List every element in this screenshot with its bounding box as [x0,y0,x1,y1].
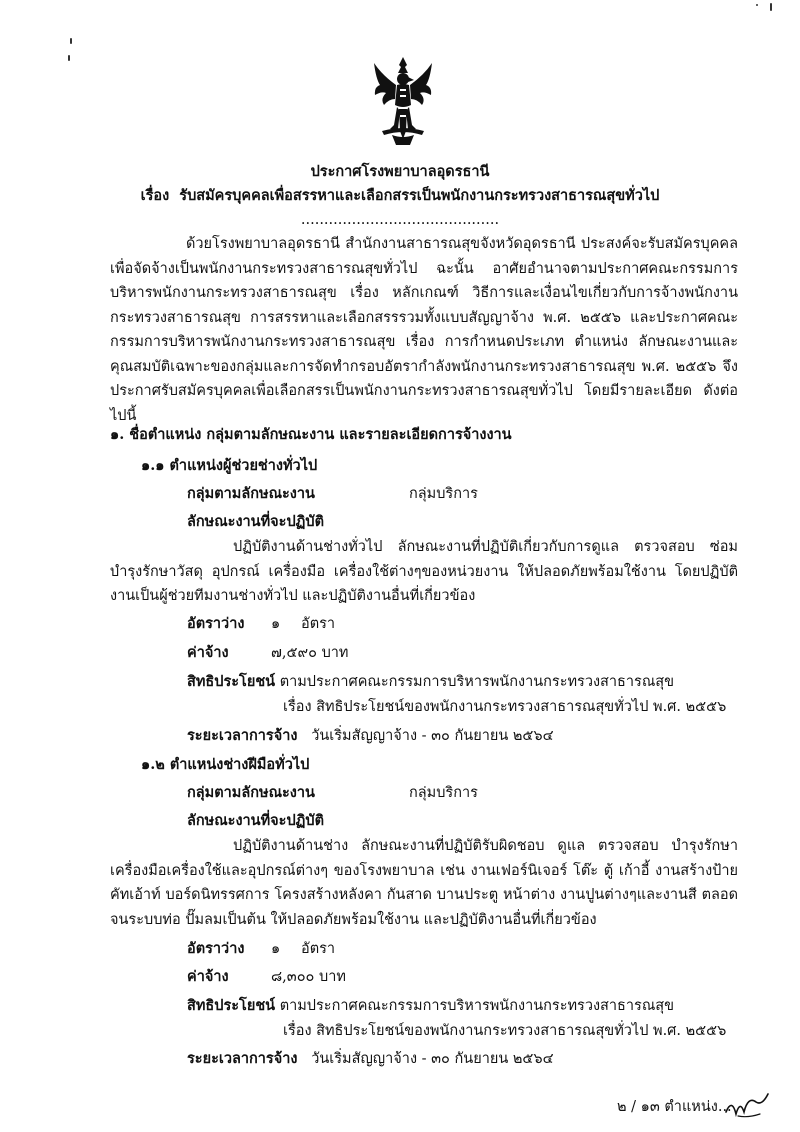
scan-speck [68,55,70,61]
subject-label: เรื่อง [140,187,170,204]
subject-line [0,186,800,206]
header-divider: ........................................... [300,212,500,228]
vacancy-label: อัตราว่าง [187,940,245,957]
group-label: กลุ่มตามลักษณะงาน [187,485,315,502]
position-1-period-row [187,726,554,746]
position-2-group-row [187,783,478,803]
position-1-benefit-line-2: เรื่อง สิทธิประโยชน์ของพนักงานกระทรวงสาธารณสุขทั่วไป พ.ศ. ๒๕๕๖ [283,699,727,715]
garuda-emblem-icon [372,55,434,147]
position-2-wage-row [187,967,346,987]
handwritten-initial-icon [722,1088,772,1122]
benefit-label: สิทธิประโยชน์ [187,673,276,690]
group-label: กลุ่มตามลักษณะงาน [187,784,315,801]
vacancy-unit: อัตรา [301,616,336,632]
position-2-benefit-line-2: เรื่อง สิทธิประโยชน์ของพนักงานกระทรวงสาธารณสุขทั่วไป พ.ศ. ๒๕๕๖ [283,1023,727,1039]
position-1-duty-label: ลักษณะงานที่จะปฏิบัติ [187,513,324,530]
wage-label: ค่าจ้าง [187,968,229,985]
period-value: วันเริ่มสัญญาจ้าง - ๓๐ กันยายน ๒๕๖๔ [311,728,554,744]
position-2-period-row [187,1049,554,1069]
section-1-heading: ๑. ชื่อตำแหน่ง กลุ่มตามลักษณะงาน และรายละเอียดการจ้างงาน [110,426,512,443]
position-2-duty-label: ลักษณะงานที่จะปฏิบัติ [187,812,324,829]
page-reference: ๒ / ๑๓ ตำแหน่ง... [617,1099,732,1115]
intro-paragraph: ด้วยโรงพยาบาลอุดรธานี สำนักงานสาธารณสุขจังหวัดอุดรธานี ประสงค์จะรับสมัครบุคคลเพื่อจัดจ้างเป็นพนักงานกระทรวงสาธารณสุขทั่วไป ฉะนั้น อาศัยอำนาจตามประกาศคณะกรรมการบริหารพนักงานกระทรวงสาธารณสุข เรื่อง หลักเกณฑ์ วิธีการและเงื่อนไขเกี่ยวกับการจ้างพนักงานกระทรวงสาธารณสุข การสรรหาและเลือกสรรรวมทั้งแบบสัญญาจ้าง พ.ศ. ๒๕๕๖ และประกาศคณะกรรมการบริหารพนักงานกระทรวงสาธารณสุข เรื่อง การกำหนดประเภท ตำแหน่ง ลักษณะงานและคุณสมบัติเฉพาะของกลุ่มและการจัดทำกรอบอัตรากำลังพนักงานกระทรวงสาธารณสุข พ.ศ. ๒๕๕๖ จึงประกาศรับสมัครบุคคลเพื่อเลือกสรรเป็นพนักงานกระทรวงสาธารณสุขทั่วไป โดยมีรายละเอียด ดังต่อไปนี้ [110,236,738,424]
position-1-vacancy-row [187,614,335,634]
period-label: ระยะเวลาการจ้าง [187,1050,298,1067]
wage-label: ค่าจ้าง [187,644,229,661]
position-2-title: ๑.๒ ตำแหน่งช่างฝีมือทั่วไป [141,756,310,773]
position-1-wage-row [187,643,348,663]
scan-speck [756,4,758,6]
position-2-duty-text: ปฏิบัติงานด้านช่าง ลักษณะงานที่ปฏิบัติรับผิดชอบ ดูแล ตรวจสอบ บำรุงรักษา เครื่องมือเครื่องใช้และอุปกรณ์ต่างๆ ของโรงพยาบาล เช่น งานเฟอร์นิเจอร์ โต๊ะ ตู้ เก้าอี้ งานสร้างป้ายคัทเอ้าท์ บอร์ดนิทรรศการ โครงสร้างหลังคา กันสาด บานประตู หน้าต่าง งานปูนต่างๆและงานสี ตลอดจนระบบท่อ ปั๊มลมเป็นต้น ให้ปลอดภัยพร้อมใช้งาน และปฏิบัติงานอื่นที่เกี่ยวข้อง [110,838,738,928]
subject-text: รับสมัครบุคคลเพื่อสรรหาและเลือกสรรเป็นพนักงานกระทรวงสาธารณสุขทั่วไป [179,187,660,204]
position-2-benefit-row [187,996,674,1016]
vacancy-label: อัตราว่าง [187,615,245,632]
position-1-group-row [187,484,478,504]
position-1-title: ๑.๑ ตำแหน่งผู้ช่วยช่างทั่วไป [141,457,318,474]
group-value: กลุ่มบริการ [409,785,478,801]
vacancy-count: ๑ [271,616,281,632]
announcement-title: ประกาศโรงพยาบาลอุดรธานี [310,163,490,180]
position-1-duty-text: ปฏิบัติงานด้านช่างทั่วไป ลักษณะงานที่ปฏิบัติเกี่ยวกับการดูแล ตรวจสอบ ซ่อมบำรุงรักษาวัสดุ อุปกรณ์ เครื่องมือ เครื่องใช้ต่างๆของหน่วยงาน ให้ปลอดภัยพร้อมใช้งาน โดยปฏิบัติงานเป็นผู้ช่วยทีมงานช่างทั่วไป และปฏิบัติงานอื่นที่เกี่ยวข้อง [110,539,738,604]
benefit-line-1: ตามประกาศคณะกรรมการบริหารพนักงานกระทรวงสาธารณสุข [279,998,675,1014]
scan-speck [770,3,772,11]
benefit-line-1: ตามประกาศคณะกรรมการบริหารพนักงานกระทรวงสาธารณสุข [279,674,675,690]
wage-value: ๗,๕๙๐ บาท [271,645,349,661]
group-value: กลุ่มบริการ [409,486,478,502]
period-value: วันเริ่มสัญญาจ้าง - ๓๐ กันยายน ๒๕๖๔ [311,1051,554,1067]
vacancy-count: ๑ [271,941,281,957]
position-1-benefit-row [187,672,674,692]
period-label: ระยะเวลาการจ้าง [187,727,298,744]
position-2-vacancy-row [187,939,335,959]
vacancy-unit: อัตรา [301,941,336,957]
wage-value: ๘,๓๐๐ บาท [271,969,346,985]
scan-speck [70,38,72,44]
benefit-label: สิทธิประโยชน์ [187,997,276,1014]
